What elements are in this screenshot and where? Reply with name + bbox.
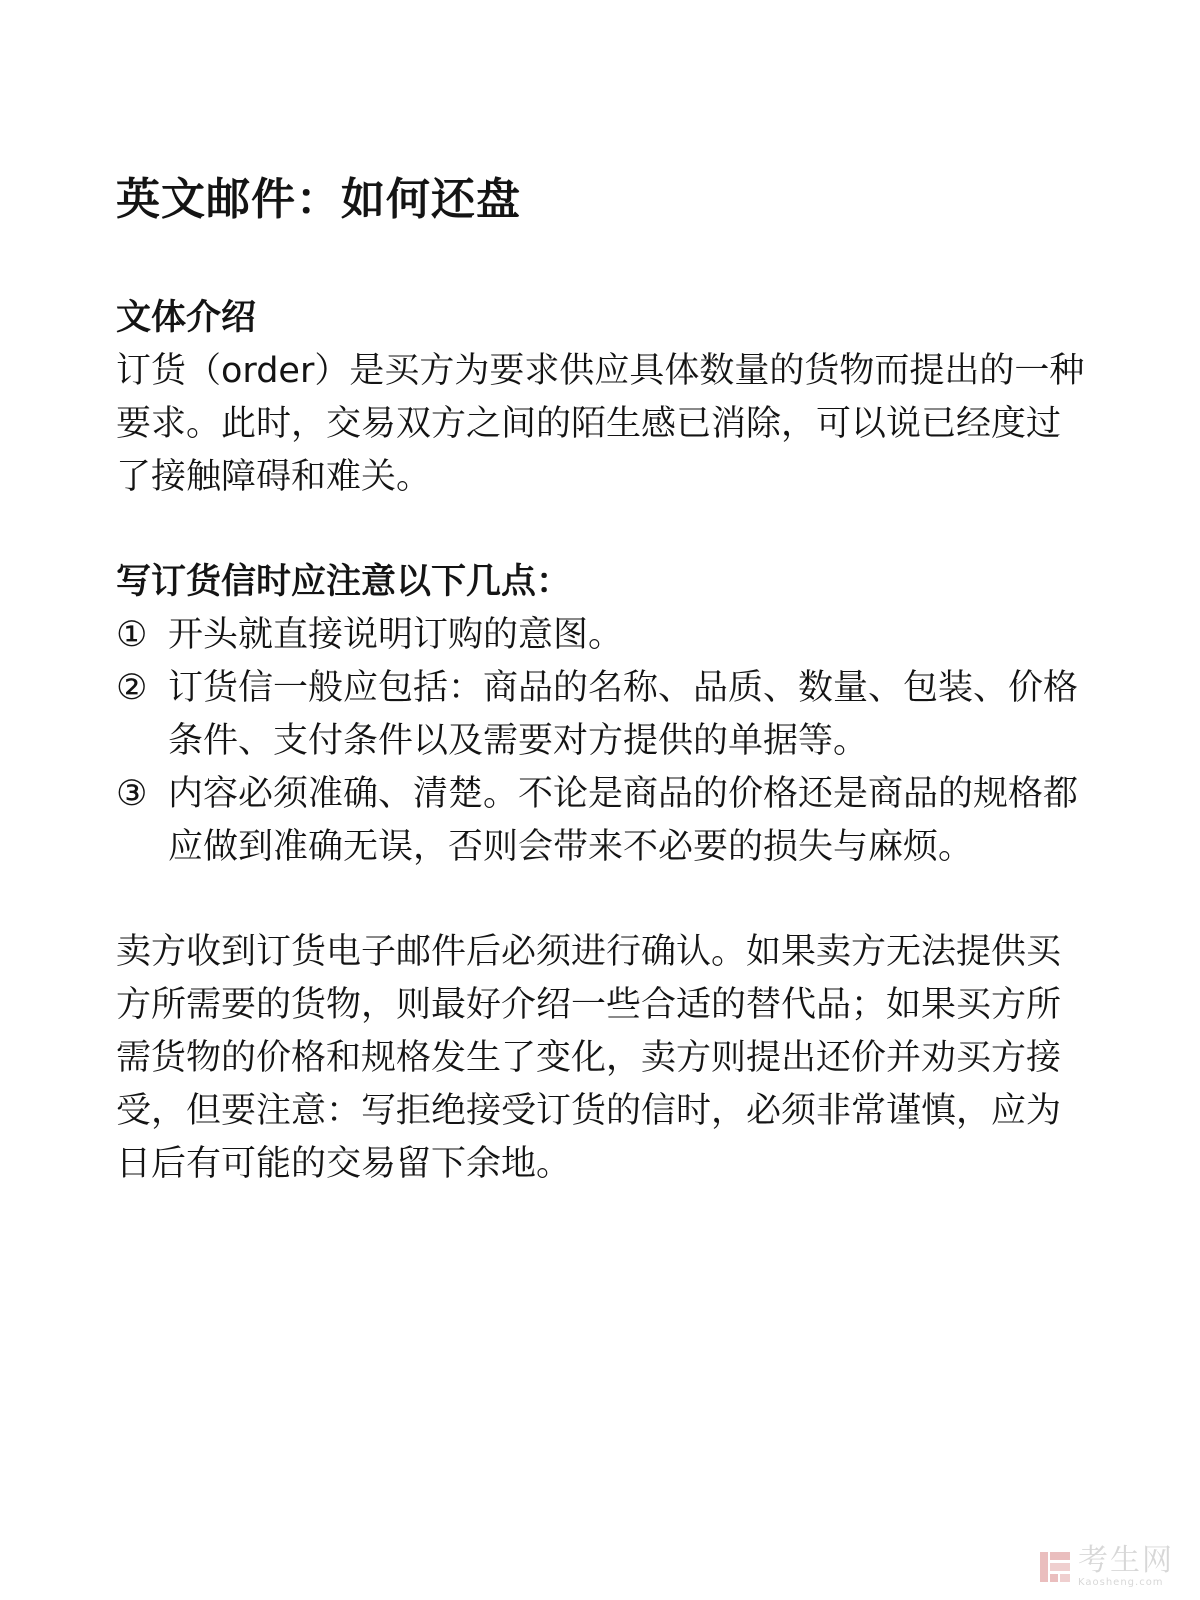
section-spacer [116, 874, 1086, 926]
list-item [116, 662, 1086, 768]
list-item-number: ③ [116, 774, 148, 814]
intro-heading: 文体介绍 [116, 298, 257, 338]
page-title: 英文邮件：如何还盘 [116, 174, 521, 225]
intro-section [116, 292, 1086, 504]
document-body [116, 292, 1086, 1191]
list-item-number: ② [116, 668, 148, 708]
watermark-text [1078, 1543, 1174, 1588]
list-item-text: 订货信一般应包括：商品的名称、品质、数量、包装、价格条件、支付条件以及需要对方提供的单据等。 [168, 668, 1079, 761]
notes-list [116, 609, 1086, 874]
closing-section [116, 926, 1086, 1191]
list-item [116, 768, 1086, 874]
intro-paragraph: 订货（order）是买方为要求供应具体数量的货物而提出的一种要求。此时，交易双方之间的陌生感已消除，可以说已经度过了接触障碍和难关。 [116, 351, 1085, 497]
watermark-en: Kaosheng.com [1078, 1577, 1164, 1588]
watermark-cn: 考生网 [1078, 1543, 1174, 1578]
notes-section [116, 556, 1086, 874]
section-spacer [116, 504, 1086, 556]
list-item [116, 609, 1086, 662]
list-item-text: 开头就直接说明订购的意图。 [168, 615, 624, 655]
list-item-text: 内容必须准确、清楚。不论是商品的价格还是商品的规格都应做到准确无误，否则会带来不必要的损失与麻烦。 [168, 774, 1079, 867]
notes-heading: 写订货信时应注意以下几点： [116, 562, 572, 602]
watermark [1038, 1543, 1174, 1588]
closing-paragraph: 卖方收到订货电子邮件后必须进行确认。如果卖方无法提供买方所需要的货物，则最好介绍一些合适的替代品；如果买方所需货物的价格和规格发生了变化，卖方则提出还价并劝买方接受，但要注意：写拒绝接受订货的信时，必须非常谨慎，应为日后有可能的交易留下余地。 [116, 932, 1062, 1184]
kaosheng-logo-icon [1038, 1550, 1072, 1584]
list-item-number: ① [116, 615, 148, 655]
